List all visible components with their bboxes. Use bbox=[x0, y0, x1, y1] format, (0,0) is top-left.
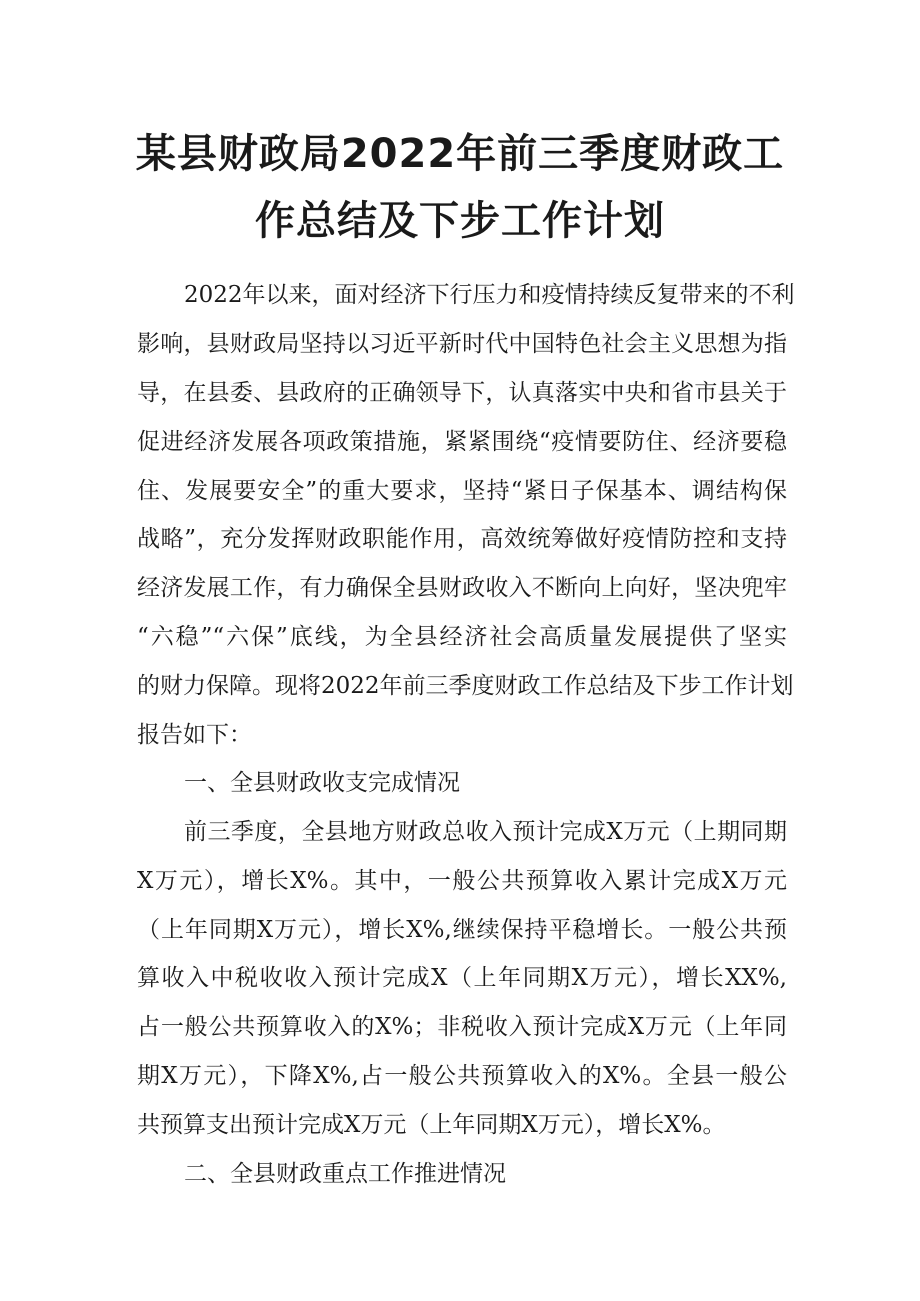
intro-line-8: “六稳”“六保”底线，为全县经济社会高质量发展提供了坚实 bbox=[137, 624, 787, 650]
intro-line-4: 促进经济发展各项政策措施，紧紧围绕“疫情要防住、经济要稳 bbox=[137, 429, 787, 455]
section1-line-6: 期X万元），下降X%,占一般公共预算收入的X%。全县一般公 bbox=[137, 1063, 787, 1089]
intro-line-9: 的财力保障。现将2022年前三季度财政工作总结及下步工作计划 bbox=[137, 673, 794, 699]
section1-line-3: （上年同期X万元），增长X%,继续保持平稳增长。一般公共预 bbox=[137, 917, 787, 943]
intro-line-5: 住、发展要安全”的重大要求，坚持“紧日子保基本、调结构保 bbox=[137, 478, 787, 504]
intro-line-2: 影响，县财政局坚持以习近平新时代中国特色社会主义思想为指 bbox=[137, 331, 787, 357]
section1-line-1: 前三季度，全县地方财政总收入预计完成X万元（上期同期 bbox=[184, 819, 787, 845]
document-title-line-1: 某县财政局2022年前三季度财政工 bbox=[135, 131, 785, 177]
intro-line-7: 经济发展工作，有力确保全县财政收入不断向上向好，坚决兜牢 bbox=[137, 575, 787, 601]
intro-line-3: 导，在县委、县政府的正确领导下，认真落实中央和省市县关于 bbox=[137, 380, 787, 406]
section-heading-2: 二、全县财政重点工作推进情况 bbox=[184, 1161, 506, 1187]
section-heading-1: 一、全县财政收支完成情况 bbox=[184, 770, 460, 796]
section1-line-7: 共预算支出预计完成X万元（上年同期X万元），增长X%。 bbox=[137, 1112, 726, 1138]
section1-line-2: X万元），增长X%。其中，一般公共预算收入累计完成X万元 bbox=[137, 868, 787, 894]
document-title-line-2: 作总结及下步工作计划 bbox=[255, 198, 665, 244]
intro-line-1: 2022年以来，面对经济下行压力和疫情持续反复带来的不利 bbox=[184, 282, 795, 308]
intro-line-10: 报告如下： bbox=[137, 722, 252, 748]
intro-line-6: 战略”，充分发挥财政职能作用，高效统筹做好疫情防控和支持 bbox=[137, 526, 787, 552]
section1-line-5: 占一般公共预算收入的X%；非税收入预计完成X万元（上年同 bbox=[137, 1014, 787, 1040]
section1-line-4: 算收入中税收收入预计完成X（上年同期X万元），增长XX%, bbox=[137, 965, 787, 991]
